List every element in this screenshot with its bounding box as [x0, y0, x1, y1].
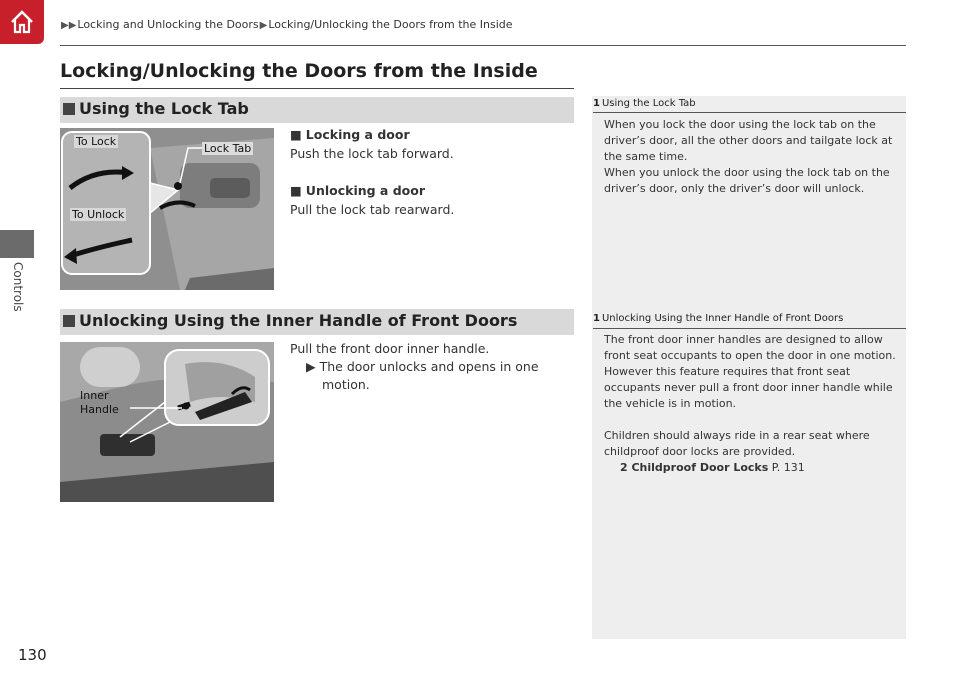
breadcrumb-item-inside[interactable]: Locking/Unlocking the Doors from the Inside — [268, 18, 513, 31]
square-bullet-icon: ■ — [290, 183, 306, 198]
header-divider — [60, 45, 906, 46]
cross-reference-link[interactable]: 2 Childproof Door Locks P. 131 — [620, 461, 805, 474]
to-lock-callout: To Lock — [76, 135, 117, 148]
lock-tab-callout: Lock Tab — [204, 142, 252, 155]
locking-text: Push the lock tab forward. — [290, 146, 454, 161]
to-unlock-callout: To Unlock — [72, 208, 125, 221]
square-bullet-icon — [63, 103, 75, 115]
note-heading-inner-handle: 1 Unlocking Using the Inner Handle of Front Doors — [593, 313, 844, 324]
square-bullet-icon: ■ — [290, 127, 306, 142]
note-body-lock-tab: When you lock the door using the lock tab on the driver’s door, all the other doors and tailgate lock at the same time. When you unlock the door using the lock tab on the driver’s door, only the driver’s door will unlock. — [604, 118, 893, 195]
note-divider — [593, 112, 906, 113]
note-number: 1 — [593, 98, 600, 109]
chapter-tab — [0, 230, 34, 258]
lock-tab-figure — [60, 128, 274, 290]
chapter-label: Controls — [11, 262, 25, 312]
inner-handle-figure — [60, 342, 274, 502]
result-arrow-icon: ▶ — [306, 359, 320, 374]
locking-heading: ■ Locking a door — [290, 127, 410, 142]
unlocking-heading: ■ Unlocking a door — [290, 183, 425, 198]
inner-handle-result: ▶ The door unlocks and opens in one — [306, 359, 539, 374]
breadcrumb-arrow-icon: ▶ — [259, 20, 268, 31]
breadcrumb-arrow-icon: ▶▶ — [61, 20, 77, 31]
note-body-inner-handle: The front door inner handles are designed to allow front seat occupants to open the door in one motion. However this feature requires that front seat occupants never pull a front door inner handle while the vehicle is in motion. Children should always ride in a rear seat where childproof door locks are provided. 2 Childproof Door Locks P. 131 — [604, 332, 904, 476]
square-bullet-icon — [63, 315, 75, 327]
page-title: Locking/Unlocking the Doors from the Inside — [60, 60, 538, 82]
note-number: 1 — [593, 313, 600, 324]
home-icon[interactable] — [0, 0, 44, 44]
note-heading-lock-tab: 1 Using the Lock Tab — [593, 98, 696, 109]
section-heading-inner-handle: Unlocking Using the Inner Handle of Front Doors — [60, 309, 574, 335]
inner-handle-callout: Inner Handle — [80, 389, 119, 416]
section-heading-lock-tab: Using the Lock Tab — [60, 97, 574, 123]
note-divider — [593, 328, 906, 329]
title-divider — [60, 88, 574, 89]
inner-handle-text: Pull the front door inner handle. — [290, 341, 490, 356]
breadcrumb-item-doors[interactable]: Locking and Unlocking the Doors — [77, 18, 259, 31]
unlocking-text: Pull the lock tab rearward. — [290, 202, 455, 217]
breadcrumb — [60, 18, 513, 31]
inner-handle-result-cont: motion. — [322, 377, 370, 392]
page-number: 130 — [18, 646, 47, 664]
reference-arrow-icon: 2 — [620, 461, 632, 474]
